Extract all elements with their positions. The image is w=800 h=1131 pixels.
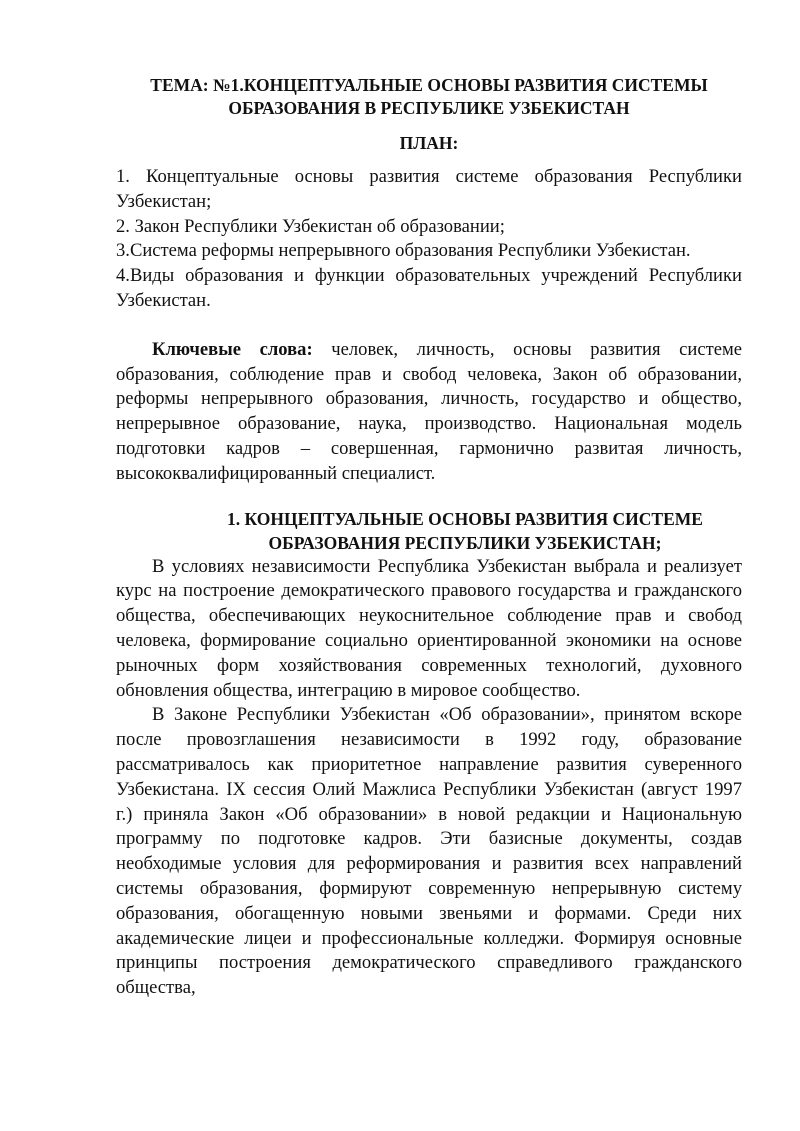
title-line-1: ТЕМА: №1.КОНЦЕПТУАЛЬНЫЕ ОСНОВЫ РАЗВИТИЯ СИСТЕМЫ	[150, 75, 708, 95]
keywords-label: Ключевые слова:	[152, 338, 313, 360]
plan-item-2: 2. Закон Республики Узбекистан об образовании;	[116, 215, 505, 237]
keywords-paragraph	[116, 338, 742, 487]
document-page	[116, 74, 742, 1001]
plan-item-4: 4.Виды образования и функции образовательных учреждений Республики Узбекистан.	[116, 265, 742, 311]
title-line-2: ОБРАЗОВАНИЯ В РЕСПУБЛИКЕ УЗБЕКИСТАН	[228, 98, 630, 118]
document-title	[116, 74, 742, 120]
plan-list	[116, 165, 742, 314]
paragraph-1: В условиях независимости Республика Узбекистан выбрала и реализует курс на построение демократического правового государства и гражданского общества, обеспечивающих неукоснительное соблюдение прав и свобод человека, формирование социально ориентированной экономики на основе рыночных форм хозяйствования современных технологий, духовного обновления общества, интеграцию в мировое сообщество.	[116, 555, 742, 701]
keywords-text: человек, личность, основы развития системе образования, соблюдение прав и свобод человека, Закон об образовании, реформы непрерывного образования, личность, государство и общество, непрерывное образование, наука, производство. Национальная модель подготовки кадров – совершенная, гармонично развитая личность, высококвалифицированный специалист.	[116, 338, 742, 484]
section-1-heading-line-2: ОБРАЗОВАНИЯ РЕСПУБЛИКИ УЗБЕКИСТАН;	[268, 532, 662, 553]
plan-heading: ПЛАН:	[399, 133, 459, 153]
plan-item-1: 1. Концептуальные основы развития системе образования Республики Узбекистан;	[116, 166, 742, 212]
paragraph-2: В Законе Республики Узбекистан «Об образовании», принятом вскоре после провозглашения независимости в 1992 году, образование рассматривалось как приоритетное направление развития суверенного Узбекистана. IX сессия Олий Мажлиса Республики Узбекистан (август 1997 г.) приняла Закон «Об образовании» в новой редакции и Национальную программу по подготовке кадров. Эти базисные документы, создав необходимые условия для реформирования и развития всех направлений системы образования, формируют современную непрерывную систему образования, обогащенную новыми звеньями и формами. Среди них академические лицеи и профессиональные колледжи. Формируя основные принципы построения демократического справедливого гражданского общества,	[116, 704, 742, 999]
section-1-heading-line-1: 1. КОНЦЕПТУАЛЬНЫЕ ОСНОВЫ РАЗВИТИЯ СИСТЕМЕ	[227, 508, 703, 529]
plan-item-3: 3.Система реформы непрерывного образования Республики Узбекистан.	[116, 240, 691, 262]
section-1-heading	[188, 507, 742, 555]
